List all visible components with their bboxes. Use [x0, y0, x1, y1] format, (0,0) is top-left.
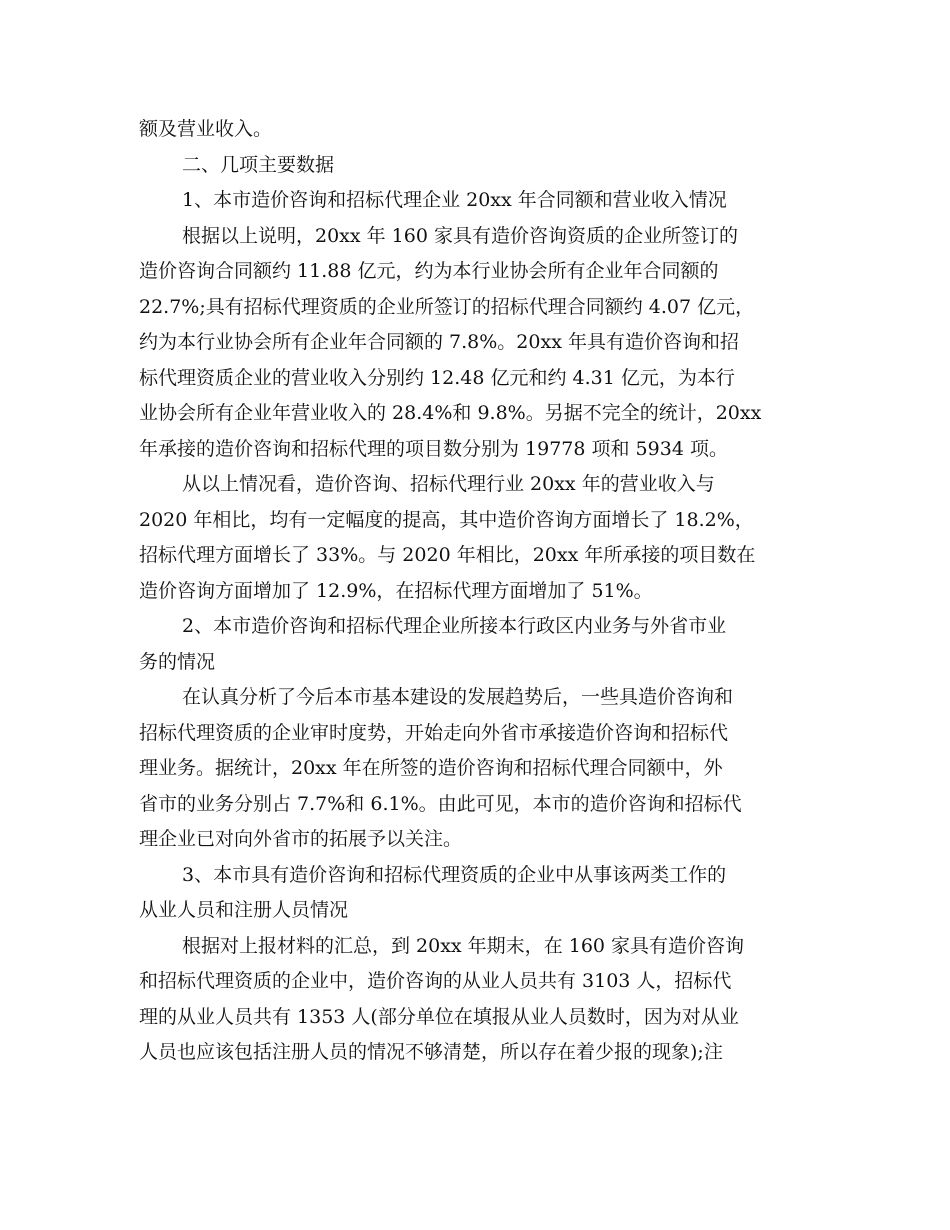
subsection-heading: 1、本市造价咨询和招标代理企业 20xx 年合同额和营业收入情况 [182, 189, 727, 211]
text-line: 理的从业人员共有 1353 人(部分单位在填报从业人员数时，因为对从业 [139, 1005, 739, 1028]
subsection-heading: 2、本市造价咨询和招标代理企业所接本行政区内业务与外省市业 [182, 615, 727, 637]
text-line: 造价咨询方面增加了 12.9%，在招标代理方面增加了 51%。 [139, 579, 653, 602]
text-line: 理企业已对向外省市的拓展予以关注。 [139, 828, 463, 850]
text-line: 2020 年相比，均有一定幅度的提高，其中造价咨询方面增长了 18.2%， [139, 508, 754, 531]
text-line: 根据对上报材料的汇总，到 20xx 年期末，在 160 家具有造价咨询 [182, 934, 745, 957]
subsection-heading: 务的情况 [139, 650, 216, 673]
text-line: 省市的业务分别占 7.7%和 6.1%。由此可见，本市的造价咨询和招标代 [139, 792, 742, 815]
text-line: 业协会所有企业年营业收入的 28.4%和 9.8%。另据不完全的统计，20xx [139, 402, 762, 424]
text-line: 和招标代理资质的企业中，造价咨询的从业人员共有 3103 人，招标代 [139, 970, 732, 992]
text-line: 招标代理方面增长了 33%。与 2020 年相比，20xx 年所承接的项目数在 [139, 544, 756, 566]
text-line: 理业务。据统计，20xx 年在所签的造价咨询和招标代理合同额中，外 [139, 757, 723, 779]
subsection-heading: 3、本市具有造价咨询和招标代理资质的企业中从事该两类工作的 [182, 863, 727, 886]
section-heading: 二、几项主要数据 [182, 153, 335, 176]
text-line: 22.7%;具有招标代理资质的企业所签订的招标代理合同额约 4.07 亿元， [139, 295, 755, 318]
subsection-heading: 从业人员和注册人员情况 [139, 899, 349, 921]
text-line: 标代理资质企业的营业收入分别约 12.48 亿元和约 4.31 亿元，为本行 [139, 366, 735, 389]
text-line: 年承接的造价咨询和招标代理的项目数分别为 19778 项和 5934 项。 [139, 437, 728, 460]
text-line: 从以上情况看，造价咨询、招标代理行业 20xx 年的营业收入与 [182, 473, 715, 495]
text-line: 额及营业收入。 [139, 118, 273, 140]
text-line: 约为本行业协会所有企业年合同额的 7.8%。20xx 年具有造价咨询和招 [139, 331, 739, 353]
text-line: 招标代理资质的企业审时度势，开始走向外省市承接造价咨询和招标代 [139, 721, 729, 744]
text-line: 根据以上说明，20xx 年 160 家具有造价咨询资质的企业所签订的 [182, 224, 738, 247]
text-line: 造价咨询合同额约 11.88 亿元，约为本行业协会所有企业年合同额的 [139, 260, 719, 282]
text-line: 人员也应该包括注册人员的情况不够清楚，所以存在着少报的现象);注 [139, 1041, 723, 1063]
document-body [139, 112, 815, 1071]
text-line: 在认真分析了今后本市基本建设的发展趋势后，一些具造价咨询和 [182, 686, 734, 708]
